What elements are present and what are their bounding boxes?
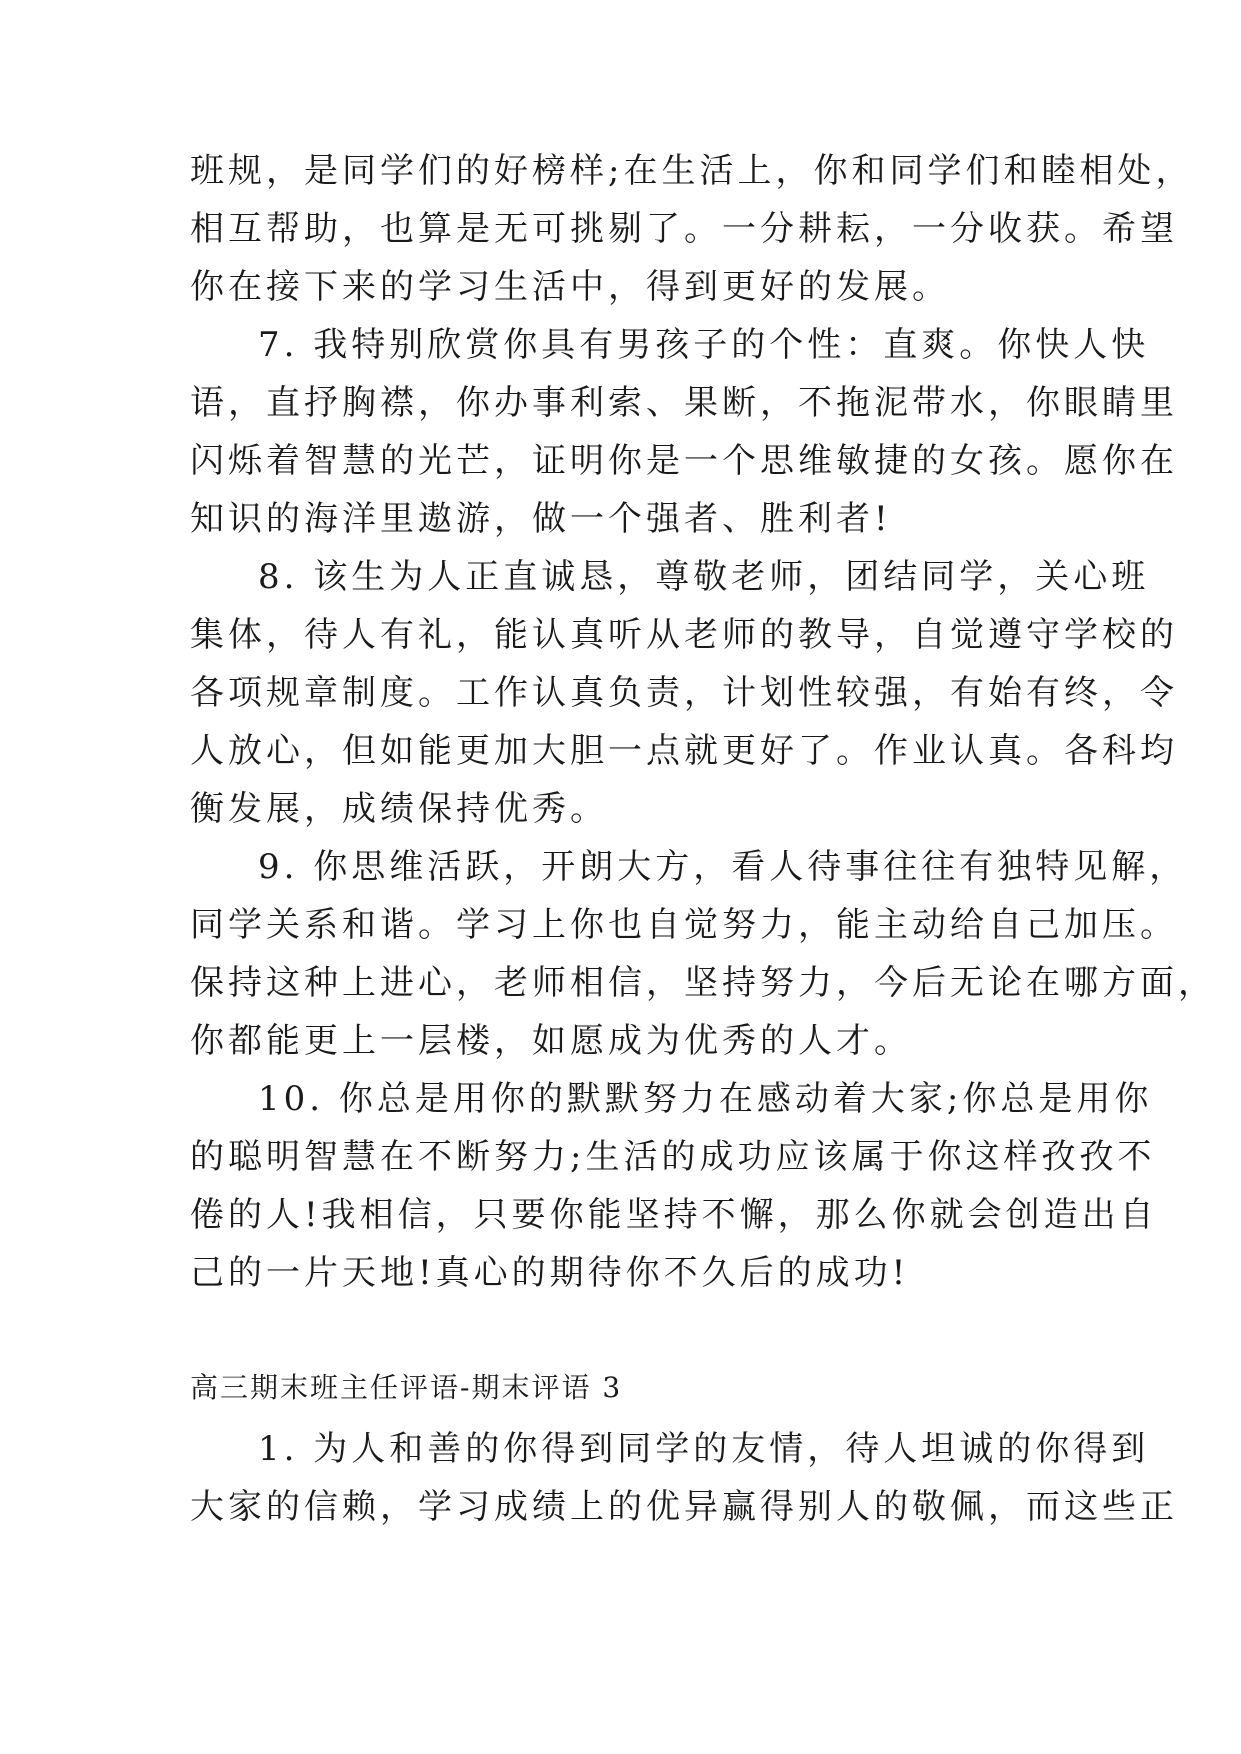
text-line: 你在接下来的学习生活中，得到更好的发展。 bbox=[190, 267, 950, 307]
paragraph-item-8 bbox=[190, 548, 1178, 838]
paragraph-intro bbox=[190, 142, 1194, 316]
paragraph-item-7 bbox=[190, 316, 1178, 548]
text-line: 大家的信赖，学习成绩上的优异赢得别人的敬佩，而这些正 bbox=[190, 1487, 1178, 1527]
text-line: 各项规章制度。工作认真负责，计划性较强，有始有终，令 bbox=[190, 673, 1178, 713]
text-line: 同学关系和谐。学习上你也自觉努力，能主动给自己加压。 bbox=[190, 905, 1178, 945]
text-line: 的聪明智慧在不断努力;生活的成功应该属于你这样孜孜不 bbox=[190, 1137, 1156, 1177]
text-line: 8. 该生为人正直诚恳，尊敬老师，团结同学，关心班 bbox=[258, 557, 1150, 597]
document-page bbox=[190, 142, 1216, 1536]
text-line: 你都能更上一层楼，如愿成为优秀的人才。 bbox=[190, 1021, 912, 1061]
text-line: 人放心，但如能更加大胆一点就更好了。作业认真。各科均 bbox=[190, 731, 1178, 771]
text-line: 语，直抒胸襟，你办事利索、果断，不拖泥带水，你眼睛里 bbox=[190, 383, 1178, 423]
text-line: 7. 我特别欣赏你具有男孩子的个性：直爽。你快人快 bbox=[258, 325, 1150, 365]
text-line: 集体，待人有礼，能认真听从老师的教导，自觉遵守学校的 bbox=[190, 615, 1178, 655]
text-line: 保持这种上进心，老师相信，坚持努力，今后无论在哪方面， bbox=[190, 963, 1216, 1003]
text-line: 10. 你总是用你的默默努力在感动着大家;你总是用你 bbox=[258, 1079, 1153, 1119]
text-line: 衡发展，成绩保持优秀。 bbox=[190, 789, 608, 829]
text-line: 9. 你思维活跃，开朗大方，看人待事往往有独特见解， bbox=[258, 847, 1188, 887]
paragraph-item-10 bbox=[190, 1070, 1158, 1302]
text-line: 相互帮助，也算是无可挑剔了。一分耕耘，一分收获。希望 bbox=[190, 209, 1178, 249]
text-line: 己的一片天地!真心的期待你不久后的成功! bbox=[190, 1253, 910, 1293]
text-line: 知识的海洋里遨游，做一个强者、胜利者! bbox=[190, 499, 892, 539]
text-line: 倦的人!我相信，只要你能坚持不懈，那么你就会创造出自 bbox=[190, 1195, 1158, 1235]
text-line: 1. 为人和善的你得到同学的友情，待人坦诚的你得到 bbox=[258, 1429, 1150, 1469]
text-line: 班规，是同学们的好榜样;在生活上，你和同学们和睦相处， bbox=[190, 151, 1194, 191]
paragraph-item-9 bbox=[190, 838, 1216, 1070]
text-line: 闪烁着智慧的光芒，证明你是一个思维敏捷的女孩。愿你在 bbox=[190, 441, 1178, 481]
section-heading: 高三期末班主任评语-期末评语 3 bbox=[190, 1371, 623, 1404]
paragraph-item-1 bbox=[190, 1420, 1178, 1536]
